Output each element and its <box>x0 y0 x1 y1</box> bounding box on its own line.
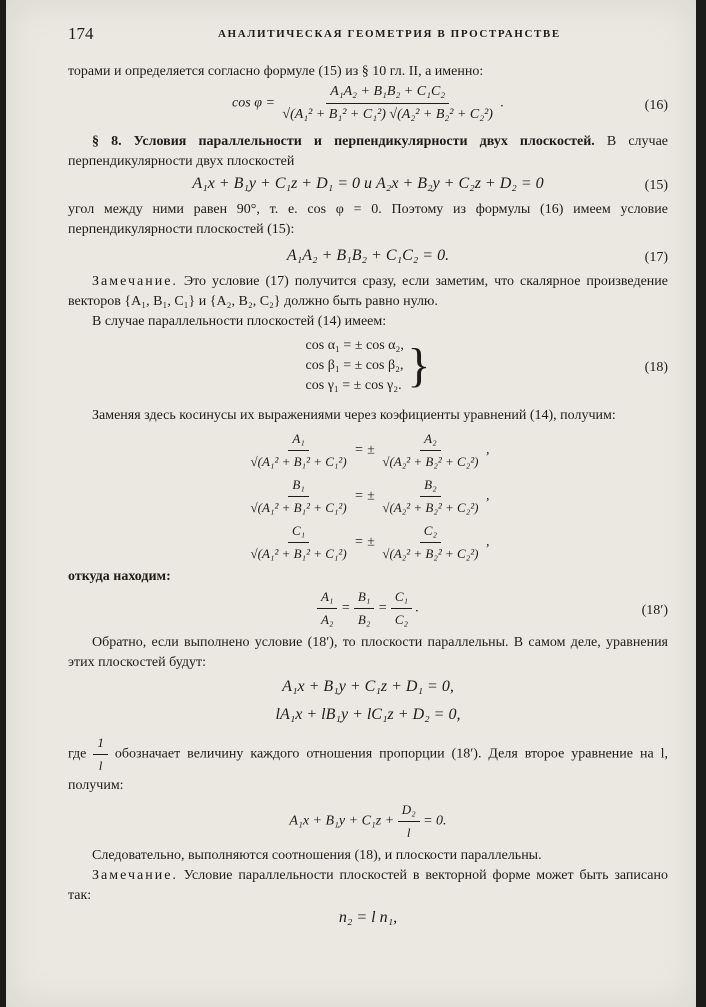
paragraph: Заменяя здесь косинусы их выражениями через коэфициенты уравнений (14), получим: <box>92 408 616 423</box>
right-brace-icon: } <box>407 339 431 392</box>
paragraph: откуда находим: <box>68 569 171 584</box>
equation-system-2: lA₁x + lB₁y + lC₁z + D₂ = 0, <box>275 706 461 723</box>
paragraph-remark-2: Замечание. Условие параллельности плоскостей в векторной форме может быть записано так: <box>68 868 668 903</box>
paragraph-remark: Замечание. Это условие (17) получится сразу, если заметим, что скалярное произведение векторов {A₁, B₁, C₁} и {A₂, B₂, C₂} должно быть равно нулю. <box>68 274 668 309</box>
page-header <box>68 24 656 46</box>
equation-system-1: A₁x + B₁y + C₁z + D₁ = 0, <box>282 678 454 695</box>
running-head: АНАЛИТИЧЕСКАЯ ГЕОМЕТРИЯ В ПРОСТРАНСТВЕ <box>218 28 561 40</box>
page-number: 174 <box>68 24 94 43</box>
remark-label: Замечание. <box>92 274 178 289</box>
equation-divided: A₁x + B₁y + C₁z + $\frac{\text{D₂}}{l}$ = 0. <box>289 802 447 840</box>
eq15-tag: (15) <box>644 178 668 193</box>
paragraph: угол между ними равен 90°, т. е. cos φ = 0. Поэтому из формулы (16) имеем условие перпендикулярности плоскостей (15): <box>68 202 668 237</box>
paragraph: В случае параллельности плоскостей (14) имеем: <box>92 314 387 329</box>
inverse-l-fraction: $\frac{1}{l}$ <box>93 733 108 776</box>
paragraph: Обратно, если выполнено условие (18′), то плоскости параллельны. В самом деле, уравнения этих плоскостей будут: <box>68 635 668 670</box>
ratio-c: $\frac{\text{C₁}}{\text{√(A₁² + B₁² + C₁²)}}$ = ± $\frac{\text{C₂}}{\text{√(A₂² + B₂² + C₂²)}}$ , <box>250 523 490 561</box>
paragraph: Следовательно, выполняются соотношения (18), и плоскости параллельны. <box>92 848 542 863</box>
eq16-fraction <box>278 82 497 125</box>
equation-18: cos α₁ = ± cos α₂, cos β₁ = ± cos β₂, cos γ₁ = ± cos γ₂. } (18) <box>305 338 668 393</box>
eq18-prime-tag: (18′) <box>641 603 668 618</box>
paragraph-section-8: § 8. Условия параллельности и перпендикулярности двух плоскостей. В случае перпендикулярности двух плоскостей <box>68 134 668 169</box>
remark-label: Замечание. <box>92 868 178 883</box>
ratio-a: $\frac{\text{A₁}}{\text{√(A₁² + B₁² + C₁²)}}$ = ± $\frac{\text{A₂}}{\text{√(A₂² + B₂² + C₂²)}}$ , <box>250 431 490 469</box>
equation-17: A₁A₂ + B₁B₂ + C₁C₂ = 0. (17) <box>68 244 668 272</box>
equation-vector: n₂ = l n₁, <box>338 909 398 926</box>
book-page <box>6 0 696 1007</box>
equation-16: cos φ = $\frac{\text{A₁A₂ + B₁B₂ + C₁C₂}}{\text{√(A₁² + B₁² + C₁²) √(A₂² + B₂² + C₂²)}}$ . (16) <box>68 82 668 132</box>
eq16-tag: (16) <box>644 98 668 113</box>
eq17-tag: (17) <box>644 250 668 265</box>
eq16-lhs: cos φ = <box>232 95 275 111</box>
equation-15: A₁x + B₁y + C₁z + D₁ = 0 и A₂x + B₂y + C₂z + D₂ = 0 (15) <box>68 172 668 200</box>
eq16-numerator: A₁A₂ + B₁B₂ + C₁C₂ <box>326 82 449 104</box>
eq16-denominator: √(A₁² + B₁² + C₁²) √(A₂² + B₂² + C₂²) <box>282 107 493 122</box>
paragraph: торами и определяется согласно формуле (15) из § 10 гл. II, а именно: <box>68 64 484 79</box>
page-body <box>68 62 668 934</box>
paragraph-where: где $\frac{1}{l}$ обозначает величину каждого отношения пропорции (18′). Деля второе уравнение на l, получим: <box>68 735 669 793</box>
section-heading: § 8. Условия параллельности и перпендикулярности двух плоскостей. <box>92 134 595 149</box>
eq18-tag: (18) <box>644 360 668 375</box>
equation-18-prime: $\frac{\text{A₁}}{\text{A₂}}$ = $\frac{\text{B₁}}{\text{B₂}}$ = $\frac{\text{C₁}}{\text{C₂}}$ . (18′) <box>68 587 668 629</box>
ratio-b: $\frac{\text{B₁}}{\text{√(A₁² + B₁² + C₁²)}}$ = ± $\frac{\text{B₂}}{\text{√(A₂² + B₂² + C₂²)}}$ , <box>250 477 490 515</box>
